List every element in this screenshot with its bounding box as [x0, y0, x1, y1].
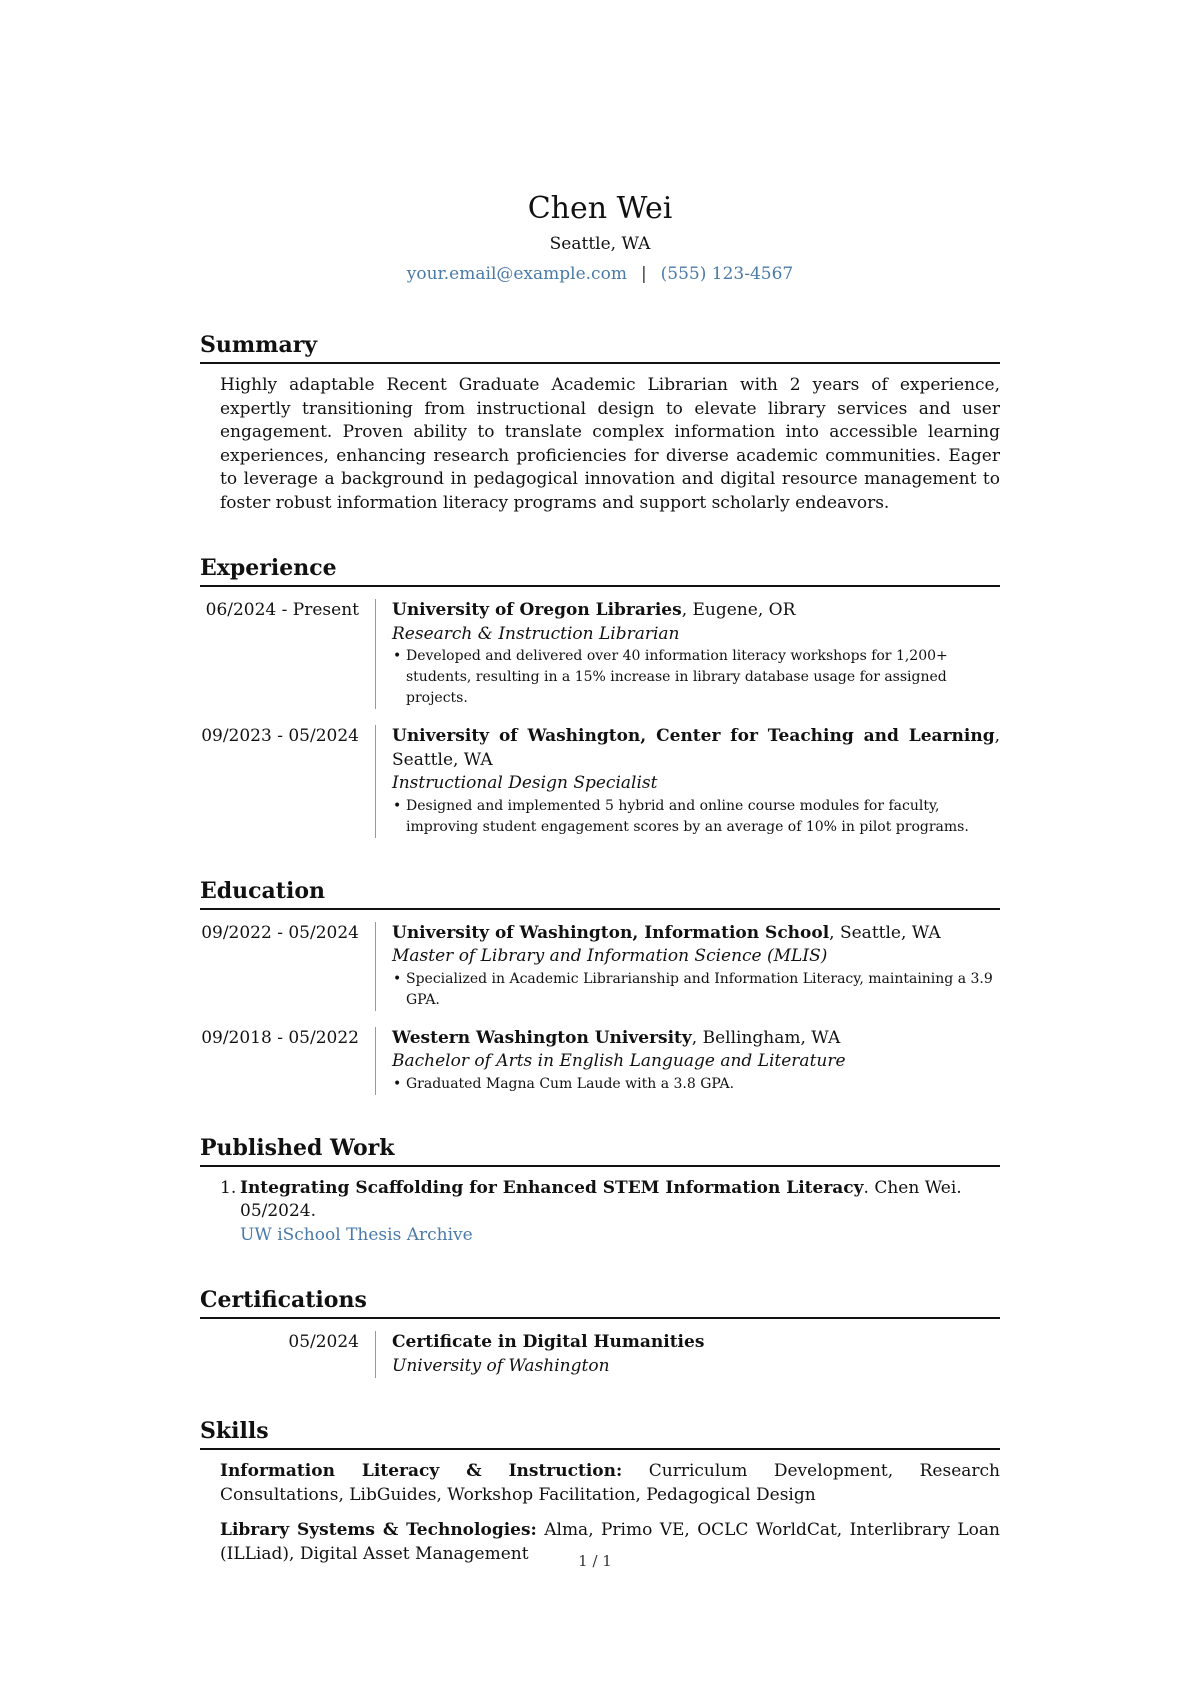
entry-org-line: [392, 725, 1000, 772]
entry-bullets: [392, 1074, 1000, 1095]
contact-line: [200, 262, 1000, 286]
education-entry: [200, 1027, 1000, 1095]
entry-bullet: • Graduated Magna Cum Laude with a 3.8 GPA.: [406, 1074, 1000, 1095]
entry-org-line: [392, 1027, 1000, 1051]
entry-date: 09/2023 - 05/2024: [201, 726, 359, 746]
page-number: 1 / 1: [578, 1552, 612, 1570]
entry-org-line: [392, 1331, 1000, 1355]
publication-link[interactable]: UW iSchool Thesis Archive: [240, 1224, 473, 1245]
published-section: [200, 1133, 1000, 1248]
entry-bullets: [392, 646, 1000, 709]
entry-org: Western Washington University: [392, 1027, 692, 1048]
entry-bullet: • Specialized in Academic Librarianship and Information Literacy, maintaining a 3.9 GPA.: [406, 969, 1000, 1011]
experience-entry: [200, 725, 1000, 838]
entry-org: Certificate in Digital Humanities: [392, 1332, 705, 1352]
entry-body: [375, 725, 1000, 838]
section-title-certifications: Certifications: [200, 1285, 1000, 1319]
education-section: [200, 876, 1000, 1095]
entry-body: [375, 922, 1000, 1011]
publication-text: [240, 1177, 1000, 1248]
entry-org-line: [392, 599, 1000, 623]
entry-org: University of Washington, Information School: [392, 922, 830, 943]
entry-bullet: • Designed and implemented 5 hybrid and online course modules for faculty, improving student engagement scores by an average of 10% in pilot programs.: [406, 796, 1000, 838]
publication-details: . Chen Wei. 05/2024.: [240, 1177, 962, 1221]
entry-role: Master of Library and Information Science (MLIS): [392, 946, 828, 966]
publication-item: [220, 1177, 1000, 1248]
entry-org: University of Washington, Center for Teaching and Learning: [392, 726, 995, 746]
entry-date: 09/2018 - 05/2022: [201, 1027, 359, 1048]
skills-section: [200, 1416, 1000, 1566]
section-title-published: Published Work: [200, 1133, 1000, 1167]
entry-location: , Seattle, WA: [392, 726, 1000, 770]
publication-title: Integrating Scaffolding for Enhanced STEM Information Literacy: [240, 1177, 864, 1198]
entry-role: University of Washington: [392, 1355, 610, 1376]
entry-role: Bachelor of Arts in English Language and Literature: [392, 1051, 846, 1071]
skill-group: [220, 1460, 1000, 1507]
email-link[interactable]: your.email@example.com: [406, 264, 627, 284]
candidate-location: Seattle, WA: [549, 234, 651, 254]
skill-group-items: Alma, Primo VE, OCLC WorldCat, Interlibrary Loan (ILLiad), Digital Asset Management: [220, 1520, 1001, 1564]
entry-date: 06/2024 - Present: [205, 600, 359, 620]
experience-entry: [200, 599, 1000, 709]
entry-role: Instructional Design Specialist: [392, 773, 658, 793]
entry-body: [375, 599, 1000, 709]
certifications-section: [200, 1285, 1000, 1378]
skill-group-items: Curriculum Development, Research Consultations, LibGuides, Workshop Facilitation, Pedagogical Design: [220, 1461, 1000, 1505]
entry-date: 09/2022 - 05/2024: [201, 922, 359, 943]
section-title-experience: Experience: [200, 553, 1000, 587]
section-title-summary: Summary: [200, 330, 1000, 364]
candidate-name: Chen Wei: [527, 191, 673, 226]
entry-role: Research & Instruction Librarian: [392, 623, 680, 644]
entry-body: [375, 1027, 1000, 1095]
skill-group-label: Information Literacy & Instruction:: [220, 1461, 623, 1481]
summary-section: [200, 330, 1000, 515]
entry-location: , Eugene, OR: [681, 600, 796, 620]
entry-body: [375, 1331, 1000, 1378]
entry-bullets: [392, 796, 1000, 838]
certification-entry: [200, 1331, 1000, 1378]
entry-date: 05/2024: [288, 1332, 359, 1352]
section-title-education: Education: [200, 876, 1000, 910]
resume-header: [200, 0, 1000, 286]
publication-number: 1.: [220, 1177, 237, 1198]
resume-page: [200, 0, 1000, 1566]
entry-location: , Seattle, WA: [829, 922, 941, 943]
contact-separator: |: [640, 264, 647, 284]
entry-org: University of Oregon Libraries: [392, 600, 682, 620]
phone-link[interactable]: (555) 123-4567: [660, 264, 794, 284]
entry-org-line: [392, 922, 1000, 946]
skill-group-label: Library Systems & Technologies:: [220, 1520, 537, 1540]
education-entry: [200, 922, 1000, 1011]
entry-location: , Bellingham, WA: [691, 1027, 841, 1048]
section-title-skills: Skills: [200, 1416, 1000, 1450]
entry-bullets: [392, 969, 1000, 1011]
summary-text: Highly adaptable Recent Graduate Academic Librarian with 2 years of experience, expertly transitioning from instructional design to elevate library services and user engagement. Proven ability to translate complex information into accessible learning experiences, enhancing research proficiencies for diverse academic communities. Eager to leverage a background in pedagogical innovation and digital resource management to foster robust information literacy programs and support scholarly endeavors.: [220, 375, 1000, 513]
entry-bullet: • Developed and delivered over 40 information literacy workshops for 1,200+ students, resulting in a 15% increase in library database usage for assigned projects.: [406, 646, 1000, 709]
experience-section: [200, 553, 1000, 838]
